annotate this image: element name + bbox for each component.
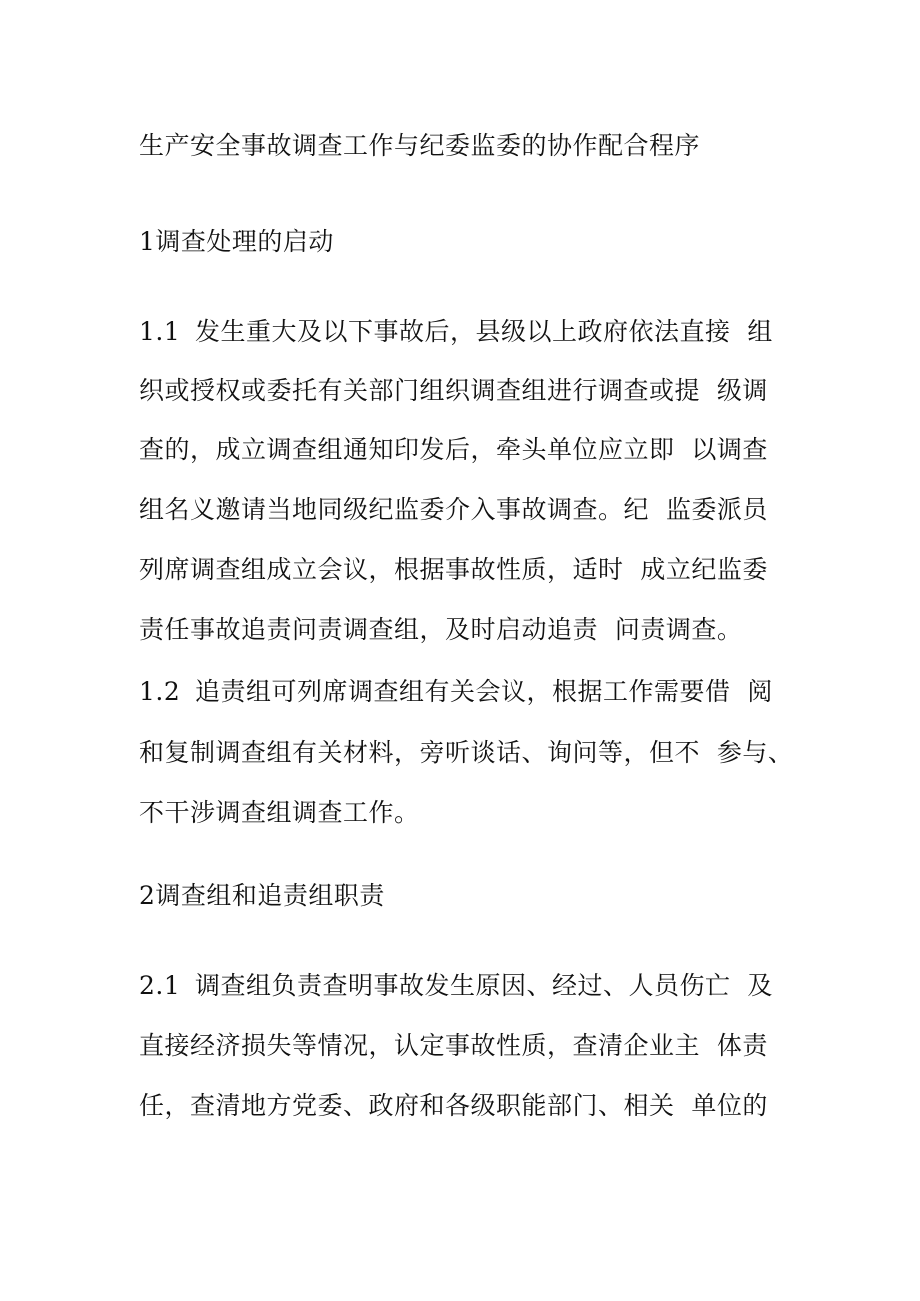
section-2-heading: 2调查组和追责组职责 (139, 881, 385, 910)
paragraph-line: 列席调查组成立会议，根据事故性质，适时 成立纪监委 (139, 555, 768, 584)
paragraph-text: 发生重大及以下事故后，县级以上政府依法直接 组 (195, 317, 773, 346)
section-1-heading: 1调查处理的启动 (139, 227, 334, 256)
paragraph-line: 责任事故追责问责调查组，及时启动追责 问责调查。 (139, 615, 743, 644)
paragraph-line: 直接经济损失等情况，认定事故性质，查清企业主 体责 (139, 1031, 768, 1060)
paragraph-line (139, 970, 773, 1002)
paragraph-line: 任，查清地方党委、政府和各级职能部门、相关 单位的 (139, 1091, 768, 1120)
paragraph-line: 和复制调查组有关材料，旁听谈话、询问等，但不 参与、 (139, 738, 794, 767)
paragraph-line (139, 316, 773, 348)
paragraph-number: 1.1 (139, 317, 181, 346)
paragraph-line: 查的，成立调查组通知印发后，牵头单位应立即 以调查 (139, 435, 768, 464)
paragraph-text: 调查组负责查明事故发生原因、经过、人员伤亡 及 (195, 971, 773, 1000)
paragraph-text: 追责组可列席调查组有关会议，根据工作需要借 阅 (195, 677, 773, 706)
paragraph-line: 不干涉调查组调查工作。 (139, 798, 420, 827)
paragraph-number: 1.2 (139, 677, 181, 706)
paragraph-line (139, 676, 773, 708)
paragraph-line: 组名义邀请当地同级纪监委介入事故调查。纪 监委派员 (139, 495, 768, 524)
paragraph-line: 织或授权或委托有关部门组织调查组进行调查或提 级调 (139, 376, 768, 405)
paragraph-number: 2.1 (139, 971, 181, 1000)
document-title: 生产安全事故调查工作与纪委监委的协作配合程序 (139, 131, 701, 160)
